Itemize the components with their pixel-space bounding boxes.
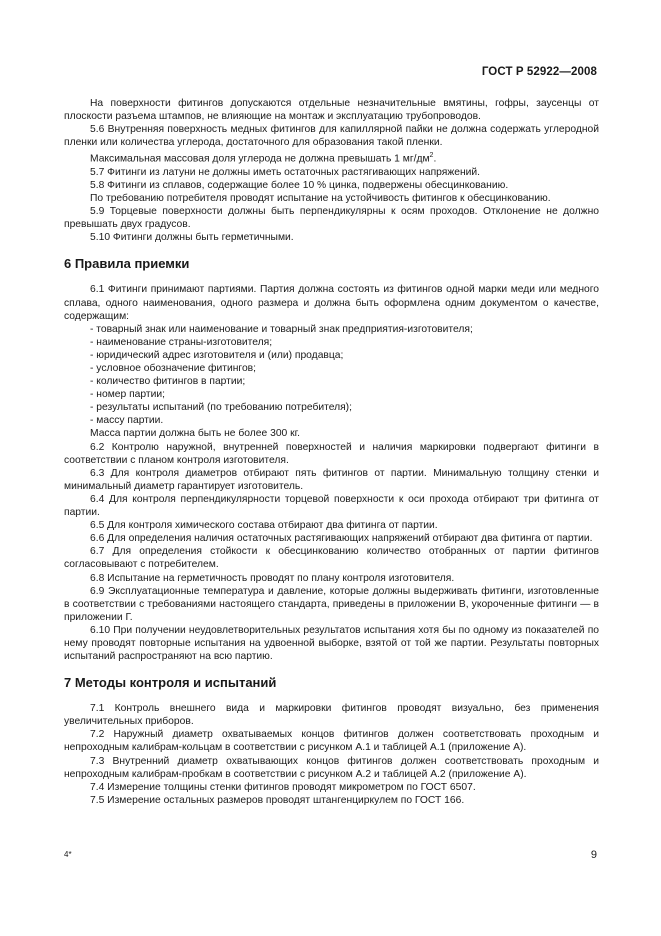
paragraph: 6.7 Для определения стойкости к обесцинкованию количество отобранных от партии фитингов согласовывают с потребителем. xyxy=(64,546,599,571)
paragraph: 6.8 Испытание на герметичность проводят по плану контроля изготовителя. xyxy=(90,572,455,584)
list-item: - результаты испытаний (по требованию потребителя); xyxy=(90,402,352,414)
list-item: - номер партии; xyxy=(90,389,165,401)
paragraph: 6.4 Для контроля перпендикулярности торцевой поверхности к оси прохода отбирают три фитинга от партии. xyxy=(64,493,599,519)
page-number: 9 xyxy=(590,849,597,861)
paragraph: 5.9 Торцевые поверхности должны быть перпендикулярны к осям проходов. Отклонение не должно превышать двух градусов. xyxy=(64,206,599,231)
sheet-mark: 4* xyxy=(64,850,72,859)
carbon-limit-text: Максимальная массовая доля углерода не должна превышать 1 мг/дм xyxy=(90,153,430,165)
paragraph: 6.9 Эксплуатационные температура и давление, которые должны выдерживать фитинги, изготовленные в соответствии с требованиями настоящего стандарта, приведены в приложении В, укороченные фитинги — в приложении Г. xyxy=(64,585,599,623)
paragraph: 6.6 Для определения наличия остаточных растягивающих напряжений отбирают два фитинга от партии. xyxy=(90,533,593,545)
paragraph: 7.3 Внутренний диаметр охватывающих концов фитингов должен соответствовать проходным и непроходным калибрам-пробкам в соответствии с рисунком А.2 и таблицей А.2 (приложение А). xyxy=(64,755,599,780)
paragraph: 6.1 Фитинги принимают партиями. Партия должна состоять из фитингов одной марки меди или медного сплава, одного наименования, одного размера и должна быть оформлена одним документом о качестве, содержащим: xyxy=(64,284,599,322)
paragraph: 6.10 При получении неудовлетворительных результатов испытания хотя бы по одному из показателей по нему проводят повторные испытания на удвоенной выборке, взятой от той же партии. Результаты повторных испытаний распространяют на всю партию. xyxy=(64,624,599,663)
paragraph: 5.10 Фитинги должны быть герметичными. xyxy=(90,232,294,244)
paragraph: По требованию потребителя проводят испытание на устойчивость фитингов к обесцинкованию. xyxy=(90,193,551,205)
paragraph: 5.8 Фитинги из сплавов, содержащие более 10 % цинка, подвержены обесцинкованию. xyxy=(90,179,509,191)
carbon-limit-sup: 2 xyxy=(429,152,434,160)
paragraph: 7.1 Контроль внешнего вида и маркировки фитингов проводят визуально, без применения увеличительных приборов. xyxy=(64,703,599,728)
page-body xyxy=(64,97,599,807)
list-item: - наименование страны-изготовителя; xyxy=(90,336,273,348)
list-item: - количество фитингов в партии; xyxy=(90,376,246,388)
carbon-limit-end: . xyxy=(433,153,437,165)
paragraph: На поверхности фитингов допускаются отдельные незначительные вмятины, гофры, заусенцы от плоскости разъема штампов, не влияющие на монтаж и эксплуатацию трубопроводов. xyxy=(64,98,599,123)
paragraph: 7.5 Измерение остальных размеров проводят штангенциркулем по ГОСТ 166. xyxy=(90,794,465,806)
paragraph: 7.2 Наружный диаметр охватываемых концов фитингов должен соответствовать проходным и непроходным калибрам-кольцам в соответствии с рисунком А.1 и таблицей А.1 (приложение А). xyxy=(64,729,599,754)
list-item: - условное обозначение фитингов; xyxy=(90,363,257,375)
list-item: - товарный знак или наименование и товарный знак предприятия-изготовителя; xyxy=(90,323,473,335)
list-item: - массу партии. xyxy=(90,415,164,427)
paragraph: 6.5 Для контроля химического состава отбирают два фитинга от партии. xyxy=(90,520,438,532)
paragraph: Масса партии должна быть не более 300 кг. xyxy=(90,428,301,440)
paragraph: 6.3 Для контроля диаметров отбирают пять фитингов от партии. Минимальную толщину стенки и минимальный диаметр гарантирует изготовитель. xyxy=(64,467,599,492)
paragraph: 6.2 Контролю наружной, внутренней поверхностей и наличия маркировки подвергают фитинги в соответствии с планом контроля изготовителя. xyxy=(64,441,599,466)
section-7-heading: 7 Методы контроля и испытаний xyxy=(64,675,277,691)
paragraph: 5.7 Фитинги из латуни не должны иметь остаточных растягивающих напряжений. xyxy=(90,166,480,178)
paragraph: 7.4 Измерение толщины стенки фитингов проводят микрометром по ГОСТ 6507. xyxy=(90,781,476,793)
standard-code: ГОСТ Р 52922—2008 xyxy=(481,66,597,78)
paragraph: 5.6 Внутренняя поверхность медных фитингов для капиллярной пайки не должна содержать углеродной пленки или количества углерода, достаточного для образования такой пленки. xyxy=(64,124,599,149)
paragraph-carbon-limit xyxy=(64,149,599,166)
section-6-heading: 6 Правила приемки xyxy=(64,256,190,272)
list-item: - юридический адрес изготовителя и (или) продавца; xyxy=(90,349,344,361)
